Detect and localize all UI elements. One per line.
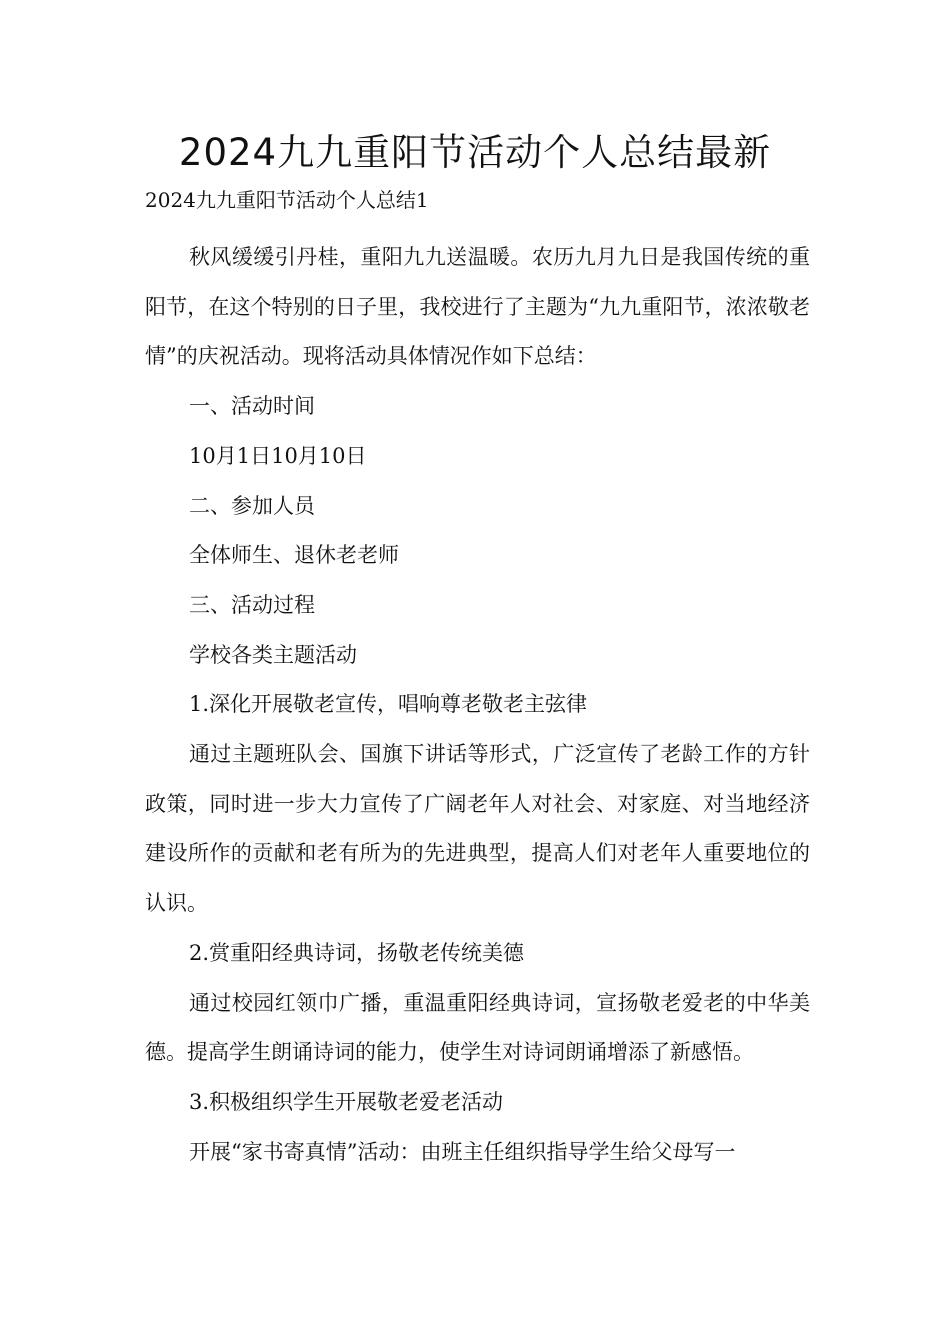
paragraph: 学校各类主题活动 [189, 642, 357, 667]
document-title: 2024九九重阳节活动个人总结最新 [178, 131, 772, 174]
paragraph: 2.赏重阳经典诗词，扬敬老传统美德 [189, 940, 525, 965]
paragraph: 通过主题班队会、国旗下讲话等形式，广泛宣传了老龄工作的方针政策，同时进一步大力宣传了广阔老年人对社会、对家庭、对当地经济建设所作的贡献和老有所为的先进典型，提高人们对老年人重要地位的认识。 [145, 742, 810, 916]
paragraph: 10月1日10月10日 [189, 443, 367, 468]
paragraph: 二、参加人员 [189, 493, 315, 518]
paragraph: 3.积极组织学生开展敬老爱老活动 [189, 1089, 504, 1114]
paragraph: 全体师生、退休老老师 [189, 543, 399, 568]
paragraph: 一、活动时间 [189, 394, 315, 419]
paragraph: 三、活动过程 [189, 592, 315, 617]
document-body [145, 233, 810, 1177]
paragraph: 开展“家书寄真情”活动：由班主任组织指导学生给父母写一 [189, 1139, 736, 1164]
section-subtitle: 2024九九重阳节活动个人总结1 [145, 188, 429, 212]
paragraph: 通过校园红领巾广播，重温重阳经典诗词，宣扬敬老爱老的中华美德。提高学生朗诵诗词的能力，使学生对诗词朗诵增添了新感悟。 [145, 990, 810, 1065]
paragraph: 秋风缓缓引丹桂，重阳九九送温暖。农历九月九日是我国传统的重阳节，在这个特别的日子里，我校进行了主题为“九九重阳节，浓浓敬老情”的庆祝活动。现将活动具体情况作如下总结： [145, 245, 810, 369]
paragraph: 1.深化开展敬老宣传，唱响尊老敬老主弦律 [189, 692, 588, 717]
